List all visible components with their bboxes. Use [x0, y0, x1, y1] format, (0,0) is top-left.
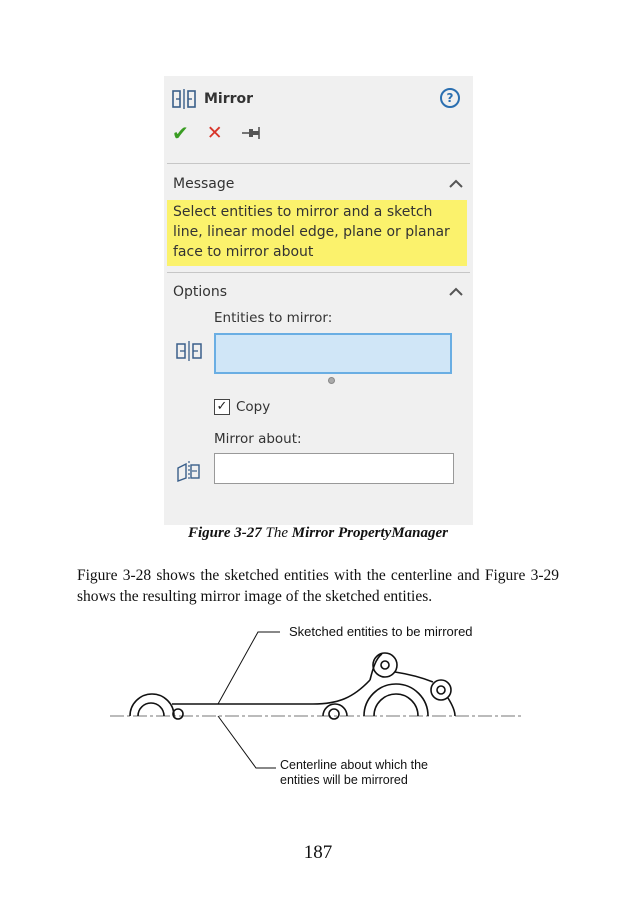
- divider: [167, 272, 470, 273]
- label-sketched-entities: Sketched entities to be mirrored: [289, 624, 473, 639]
- entities-to-mirror-icon: [176, 340, 202, 362]
- divider: [167, 163, 470, 164]
- entities-to-mirror-field[interactable]: [214, 333, 452, 374]
- pm-actions: [172, 123, 261, 143]
- figure-caption: [0, 525, 636, 542]
- leader-line-bottom: [218, 716, 276, 768]
- copy-label: Copy: [236, 399, 271, 415]
- mirror-about-field[interactable]: [214, 453, 454, 484]
- caption-title: Mirror PropertyManager: [291, 525, 449, 541]
- body-paragraph: Figure 3-28 shows the sketched entities with the centerline and Figure 3-29 shows the resulting mirror image of the sketched entities.: [77, 567, 559, 605]
- sketched-entities: [130, 653, 455, 719]
- chevron-up-icon[interactable]: [449, 179, 463, 189]
- options-section-title: Options: [173, 284, 228, 300]
- mirror-property-manager: [164, 76, 473, 525]
- entities-to-mirror-label: Entities to mirror:: [214, 310, 333, 326]
- figure-number: Figure 3-27: [187, 525, 262, 541]
- help-icon[interactable]: ?: [440, 88, 460, 108]
- message-text: Select entities to mirror and a sketch line, linear model edge, plane or planar face to mirror about: [167, 200, 467, 266]
- page-number: 187: [303, 842, 333, 863]
- chevron-up-icon[interactable]: [449, 287, 463, 297]
- label-centerline-line1: Centerline about which the: [280, 758, 429, 772]
- pin-icon[interactable]: [241, 123, 261, 143]
- copy-checkbox[interactable]: ✓: [214, 399, 230, 415]
- resize-handle[interactable]: [328, 377, 335, 384]
- leader-line-top: [218, 632, 280, 704]
- ok-button[interactable]: ✔: [172, 121, 189, 145]
- pm-header: [172, 88, 253, 110]
- mirror-about-label: Mirror about:: [214, 431, 302, 447]
- cancel-button[interactable]: ✕: [206, 122, 223, 144]
- mirror-about-icon: [176, 460, 202, 482]
- caption-prefix: The: [261, 525, 292, 541]
- label-centerline-line2: entities will be mirrored: [280, 773, 408, 787]
- message-section-title: Message: [173, 176, 235, 192]
- sketch-diagram: [108, 616, 528, 796]
- mirror-icon: [172, 89, 196, 109]
- pm-title: Mirror: [204, 91, 254, 107]
